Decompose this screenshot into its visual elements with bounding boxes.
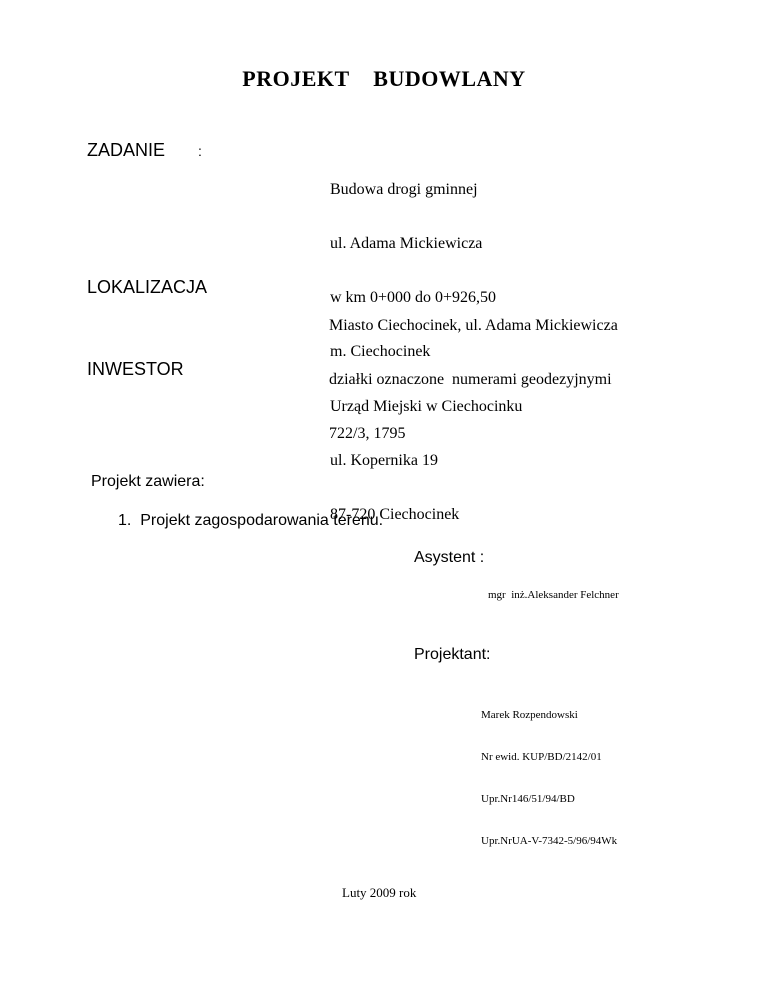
asystent-label: Asystent : (414, 549, 485, 566)
projektant-line: Nr ewid. KUP/BD/2142/01 (481, 751, 602, 763)
lokalizacja-line: 722/3, 1795 (329, 425, 406, 442)
projektant-line: Upr.NrUA-V-7342-5/96/94Wk (481, 835, 618, 847)
contents-item: 1. Projekt zagospodarowania terenu. (118, 512, 384, 529)
inwestor-line: 87-720 Ciechocinek (330, 506, 460, 523)
lokalizacja-line: działki oznaczone numerami geodezyjnymi (329, 371, 612, 388)
document-date: Luty 2009 rok (342, 885, 417, 900)
contents-heading: Projekt zawiera: (91, 473, 205, 490)
zadanie-line: m. Ciechocinek (330, 343, 431, 360)
asystent-name: mgr inż.Aleksander Felchner (488, 589, 619, 601)
inwestor-line: ul. Kopernika 19 (330, 452, 438, 469)
projektant-line: Marek Rozpendowski (481, 709, 578, 721)
zadanie-label: ZADANIE (87, 140, 166, 160)
zadanie-line: Budowa drogi gminnej (330, 181, 478, 198)
lokalizacja-label: LOKALIZACJA (87, 277, 208, 297)
zadanie-line: ul. Adama Mickiewicza (330, 235, 483, 252)
document-title: PROJEKT BUDOWLANY (242, 66, 526, 91)
lokalizacja-line: Miasto Ciechocinek, ul. Adama Mickiewicza (329, 317, 618, 334)
inwestor-line: Urząd Miejski w Ciechocinku (330, 398, 523, 415)
projektant-label: Projektant: (414, 646, 491, 663)
zadanie-colon: : (198, 143, 202, 159)
projektant-line: Upr.Nr146/51/94/BD (481, 793, 575, 805)
inwestor-label: INWESTOR (87, 359, 184, 379)
projektant-details (481, 680, 617, 862)
zadanie-line: w km 0+000 do 0+926,50 (330, 289, 497, 306)
